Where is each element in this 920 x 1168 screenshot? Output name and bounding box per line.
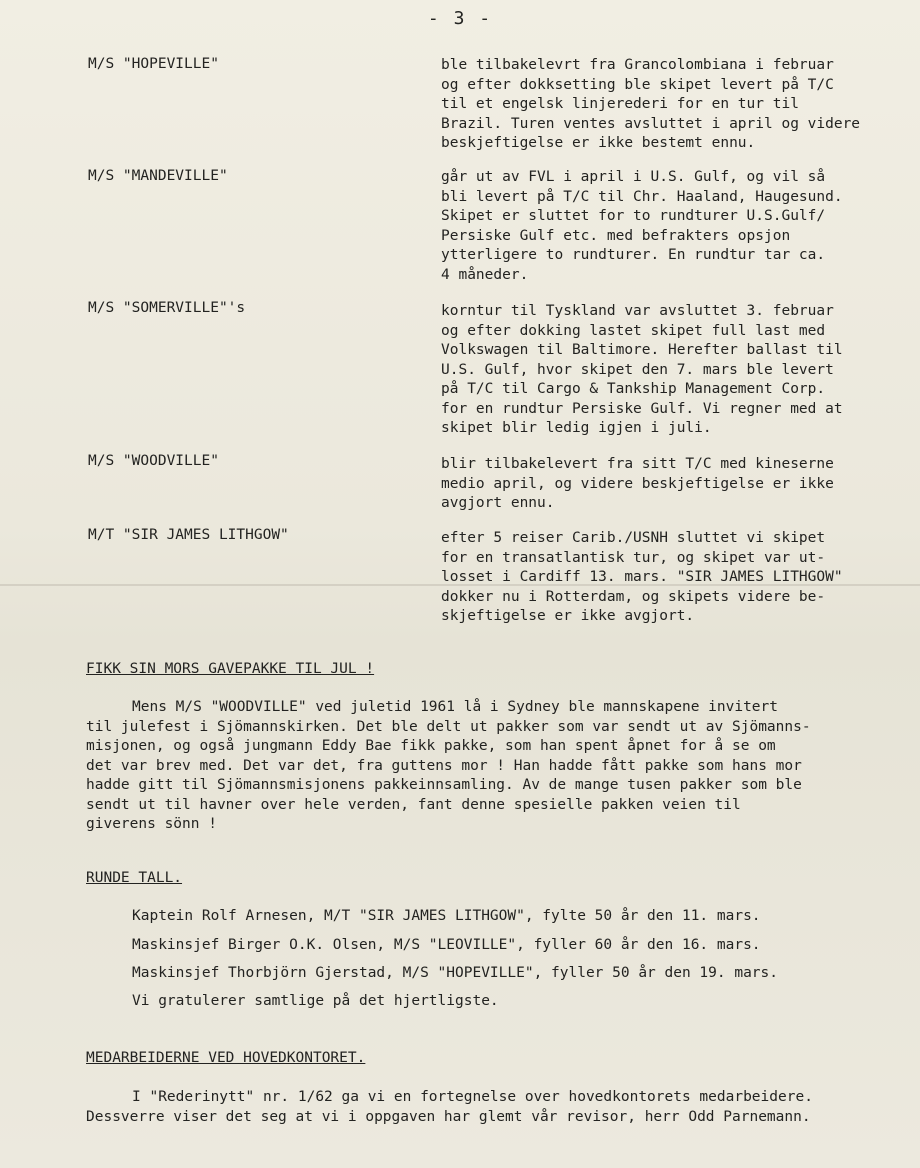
ship-name-somerville: M/S "SOMERVILLE"'s — [88, 300, 246, 316]
text-line: bli levert på T/C til Chr. Haaland, Haugesund. — [441, 188, 843, 205]
text-line: til et engelsk linjerederi for en tur til — [441, 96, 799, 112]
text-line: på T/C til Cargo & Tankship Management Corp. — [441, 381, 826, 397]
ship-name-sir-james-lithgow: M/T "SIR JAMES LITHGOW" — [88, 527, 289, 543]
ship-name-hopeville: M/S "HOPEVILLE" — [88, 56, 219, 72]
paragraph-gift-package — [86, 698, 886, 835]
text-line: korntur til Tyskland var avsluttet 3. februar — [441, 303, 834, 319]
text-line: U.S. Gulf, hvor skipet den 7. mars ble levert — [441, 361, 834, 378]
ship-name-mandeville: M/S "MANDEVILLE" — [88, 168, 228, 184]
text-line: giverens sönn ! — [86, 816, 217, 832]
text-line: Skipet er sluttet for to rundturer U.S.Gulf/ — [441, 208, 826, 224]
text-line: går ut av FVL i april i U.S. Gulf, og vil så — [441, 169, 826, 185]
text-line: ytterligere to rundturer. En rundtur tar ca. — [441, 247, 826, 263]
text-line: Dessverre viser det seg at vi i oppgaven har glemt vår revisor, herr Odd Parnemann. — [86, 1108, 811, 1125]
text-line: avgjort ennu. — [441, 495, 555, 511]
ship-text-sir-james-lithgow — [441, 529, 891, 627]
congratulations-line: Vi gratulerer samtlige på det hjertligste. — [132, 993, 499, 1009]
text-line: for en rundtur Persiske Gulf. Vi regner med at — [441, 400, 843, 417]
text-line: I "Rederinytt" nr. 1/62 ga vi en fortegnelse over hovedkontorets medarbeidere. — [132, 1089, 813, 1105]
text-line: medio april, og videre beskjeftigelse er ikke — [441, 475, 834, 492]
text-line: misjonen, og også jungmann Eddy Bae fikk pakke, som han spent åpnet for å se om — [86, 738, 776, 754]
ship-text-mandeville — [441, 168, 891, 285]
text-line: 4 måneder. — [441, 266, 529, 283]
text-line: ble tilbakelevrt fra Grancolombiana i februar — [441, 57, 834, 73]
text-line: til julefest i Sjömannskirken. Det ble delt ut pakker som var sendt ut av Sjömanns- — [86, 718, 811, 735]
text-line: det var brev med. Det var det, fra guttens mor ! Han hadde fått pakke som hans mor — [86, 757, 802, 774]
ship-text-somerville — [441, 302, 891, 439]
text-line: Mens M/S "WOODVILLE" ved juletid 1961 lå i Sydney ble mannskapene invitert — [132, 699, 779, 715]
text-line: og efter dokking lastet skipet full last med — [441, 322, 826, 339]
text-line: for en transatlantisk tur, og skipet var ut- — [441, 549, 826, 566]
text-line: dokker nu i Rotterdam, og skipets videre be- — [441, 588, 826, 605]
text-line: beskjeftigelse er ikke bestemt ennu. — [441, 135, 756, 151]
text-line: Volkswagen til Baltimore. Herefter ballast til — [441, 342, 843, 358]
ship-text-woodville — [441, 455, 891, 514]
text-line: hadde gitt til Sjömannsmisjonens pakkeinnsamling. Av de mange tusen pakker som ble — [86, 777, 802, 793]
ship-text-hopeville — [441, 56, 891, 154]
heading-round-numbers: RUNDE TALL. — [86, 870, 183, 886]
text-line: Persiske Gulf etc. med befrakters opsjon — [441, 227, 791, 244]
text-line: Brazil. Turen ventes avsluttet i april og videre — [441, 115, 861, 132]
ship-name-woodville: M/S "WOODVILLE" — [88, 453, 219, 469]
birthday-entry: Kaptein Rolf Arnesen, M/T "SIR JAMES LITHGOW", fylte 50 år den 11. mars. — [132, 908, 761, 924]
heading-gift-package: FIKK SIN MORS GAVEPAKKE TIL JUL ! — [86, 661, 375, 677]
text-line: blir tilbakelevert fra sitt T/C med kineserne — [441, 456, 834, 472]
text-line: skjeftigelse er ikke avgjort. — [441, 608, 695, 624]
page-number: - 3 - — [427, 8, 493, 29]
text-line: losset i Cardiff 13. mars. "SIR JAMES LITHGOW" — [441, 569, 843, 585]
text-line: og efter dokksetting ble skipet levert på T/C — [441, 76, 834, 93]
heading-staff: MEDARBEIDERNE VED HOVEDKONTORET. — [86, 1050, 366, 1066]
birthday-entry: Maskinsjef Thorbjörn Gjerstad, M/S "HOPEVILLE", fyller 50 år den 19. mars. — [132, 965, 779, 981]
text-line: skipet blir ledig igjen i juli. — [441, 420, 712, 436]
birthday-entry: Maskinsjef Birger O.K. Olsen, M/S "LEOVILLE", fyller 60 år den 16. mars. — [132, 937, 761, 953]
text-line: efter 5 reiser Carib./USNH sluttet vi skipet — [441, 530, 826, 546]
paragraph-staff — [86, 1088, 886, 1127]
text-line: sendt ut til havner over hele verden, fant denne spesielle pakken veien til — [86, 796, 741, 813]
